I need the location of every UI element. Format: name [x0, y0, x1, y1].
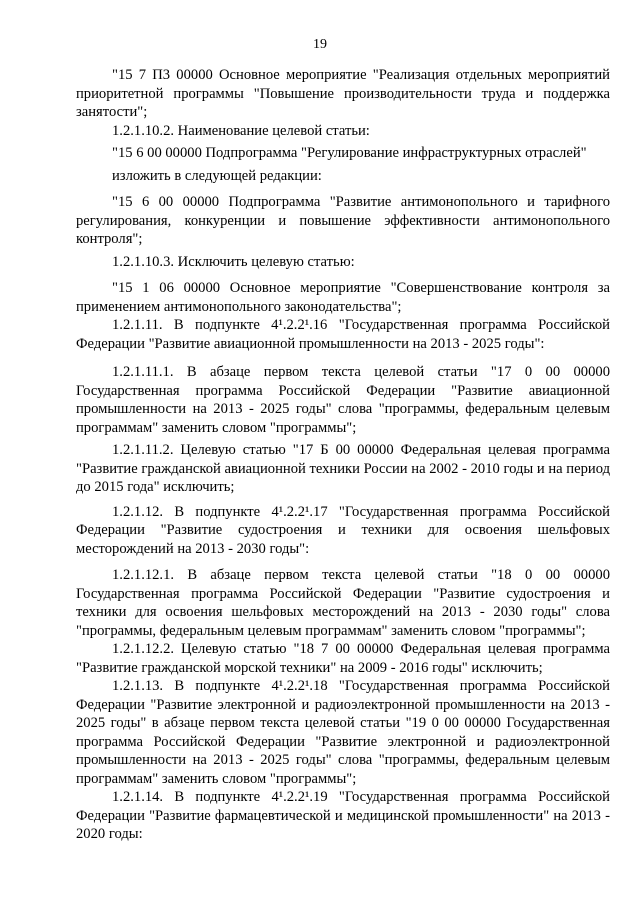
- paragraph-6: 1.2.1.10.3. Исключить целевую статью:: [112, 253, 355, 270]
- paragraph-13: 1.2.1.12.2. Целевую статью "18 7 00 00000 Федеральная целевая программа "Развитие гражданской морской техники" на 2009 - 2016 годы" исключить;: [76, 641, 610, 676]
- paragraph-2: 1.2.1.10.2. Наименование целевой статьи:: [112, 122, 370, 139]
- paragraph-1: "15 7 П3 00000 Основное мероприятие "Реализация отдельных мероприятий приоритетной программы "Повышение производительности труда и поддержка занятости";: [76, 67, 610, 120]
- paragraph-4: изложить в следующей редакции:: [112, 167, 322, 184]
- paragraph-5: "15 6 00 00000 Подпрограмма "Развитие антимонопольного и тарифного регулирования, конкуренции и повышение эффективности антимонопольного контроля";: [76, 194, 610, 247]
- page-number: 19: [313, 37, 327, 52]
- paragraph-12: 1.2.1.12.1. В абзаце первом текста целевой статьи "18 0 00 00000 Государственная программа Российской Федерации "Развитие судостроения и техники для освоения шельфовых месторождений на 2013 - 2030 годы" слова "программы, федеральным целевым программам" заменить словом "программы";: [76, 567, 610, 639]
- document-body: [76, 66, 610, 844]
- paragraph-8: 1.2.1.11. В подпункте 4¹.2.2¹.16 "Государственная программа Российской Федерации "Развитие авиационной промышленности на 2013 - 2025 годы":: [76, 317, 610, 352]
- paragraph-9: 1.2.1.11.1. В абзаце первом текста целевой статьи "17 0 00 00000 Государственная программа Российской Федерации "Развитие авиационной промышленности на 2013 - 2025 годы" слова "программы, федеральным целевым программам" заменить словом "программы";: [76, 364, 610, 436]
- paragraph-15: 1.2.1.14. В подпункте 4¹.2.2¹.19 "Государственная программа Российской Федерации "Развитие фармацевтической и медицинской промышленности" на 2013 - 2020 годы:: [76, 789, 610, 842]
- paragraph-10: 1.2.1.11.2. Целевую статью "17 Б 00 00000 Федеральная целевая программа "Развитие гражданской авиационной техники России на 2002 - 2010 годы и на период до 2015 года" исключить;: [76, 442, 610, 495]
- paragraph-14: 1.2.1.13. В подпункте 4¹.2.2¹.18 "Государственная программа Российской Федерации "Развитие электронной и радиоэлектронной промышленности на 2013 - 2025 годы" в абзаце первом текста целевой статьи "19 0 00 00000 Государственная программа Российской Федерации "Развитие электронной и радиоэлектронной промышленности на 2013 - 2025 годы" слова "программы, федеральным целевым программам" заменить словом "программы";: [76, 678, 610, 787]
- paragraph-7: "15 1 06 00000 Основное мероприятие "Совершенствование контроля за применением антимонопольного законодательства";: [76, 280, 610, 315]
- paragraph-3: "15 6 00 00000 Подпрограмма "Регулирование инфраструктурных отраслей": [112, 145, 587, 161]
- paragraph-11: 1.2.1.12. В подпункте 4¹.2.2¹.17 "Государственная программа Российской Федерации "Развитие судостроения и техники для освоения шельфовых месторождений на 2013 - 2030 годы":: [76, 503, 610, 557]
